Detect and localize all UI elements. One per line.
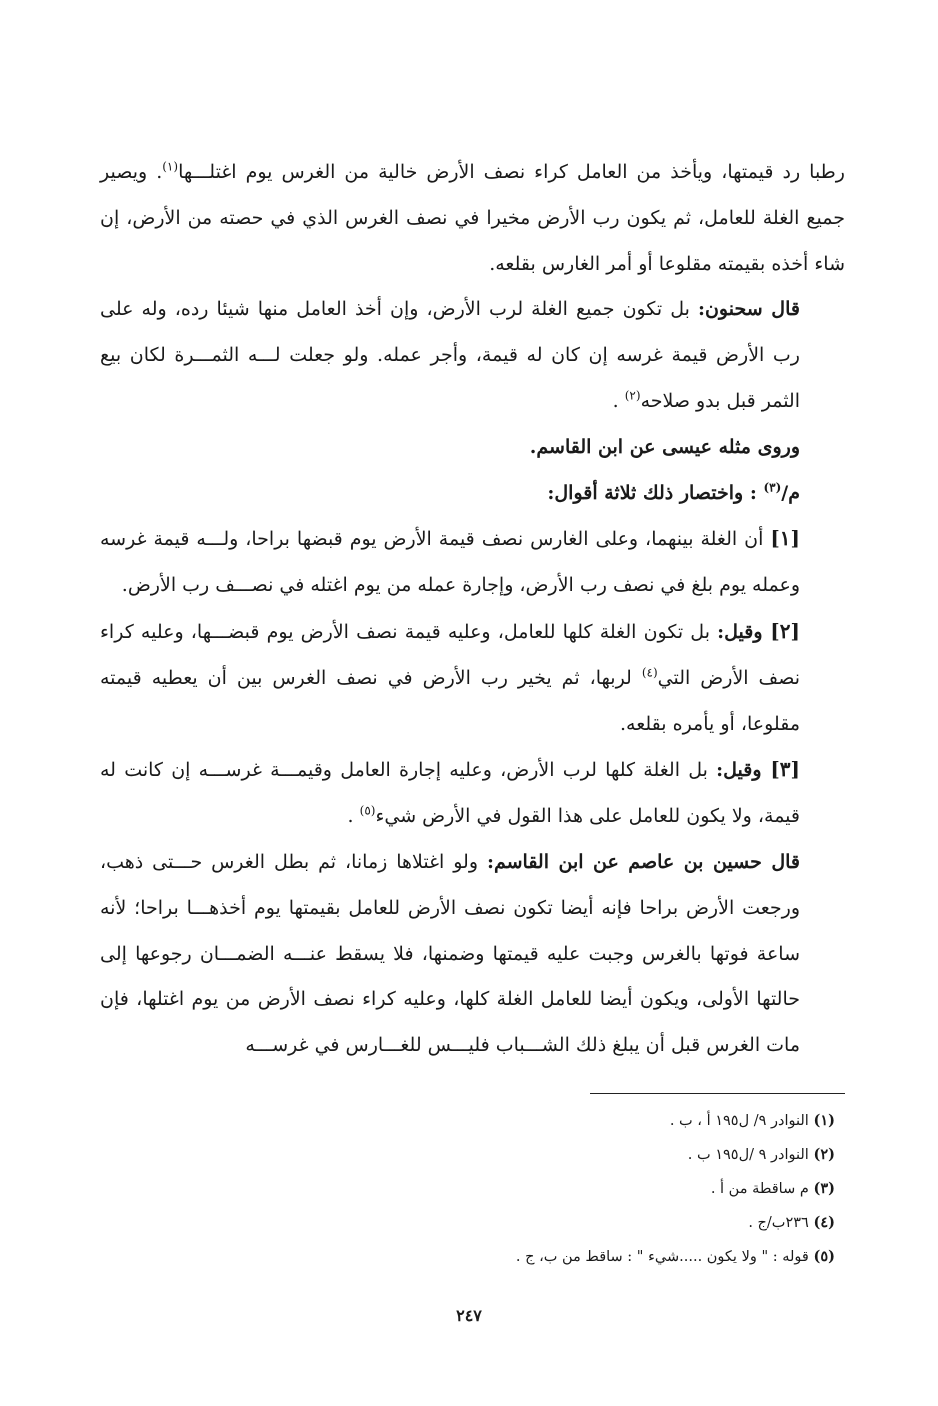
opinion-label: وقيل: bbox=[716, 759, 771, 782]
paragraph-sahnun bbox=[100, 287, 845, 424]
footnote-text: النوادر ٩ /ل١٩٥ ب . bbox=[687, 1147, 814, 1163]
paragraph-text: لربها، ثم يخير رب الأرض في نصف الغرس بين أن يعطيه قيمته مقلوعا، أو يأمره بقلعه. bbox=[100, 666, 800, 735]
paragraph-husayn bbox=[100, 840, 845, 1069]
footnote-number: (٢) bbox=[813, 1146, 835, 1163]
paragraph-text: ولو اغتلاها زمانا، ثم بطل الغرس حـــتى ذهب، ورجعت الأرض براحا فإنه أيضا تكون نصف الأرض للعامل بقيمتها يوم أخذهـــا براحا؛ لأنه ساعة فوتها بالغرس وجبت عليه قيمتها وضمنها، فلا يسقط عنـــه الضمـــان رجوعها إلى حالتها الأولى، ويكون أيضا للعامل الغلة كلها، وعليه كراء نصف الأرض من يوم اغتلها، فإن مات الغرس قبل أن يبلغ ذلك الشـــباب فليـــس للغـــارس في غرســـه bbox=[100, 850, 800, 1057]
paragraph-text: رطبا رد قيمتها، ويأخذ من العامل كراء نصف الأرض خالية من الغرس يوم اغتلـــها bbox=[178, 161, 845, 183]
paragraph-text: . ويصير جميع الغلة للعامل، ثم يكون رب الأرض مخيرا في نصف الغرس الذي في حصته من الأرض، إن شاء أخذه بقيمته مقلوعا أو أمر الغارس بقلعه. bbox=[100, 161, 845, 275]
footnote-ref: (٤) bbox=[641, 665, 658, 680]
page-number: ٢٤٧ bbox=[456, 1306, 482, 1325]
heading-text: وروى مثله عيسى عن ابن القاسم. bbox=[529, 435, 800, 458]
opinion-1 bbox=[100, 516, 845, 609]
footnotes bbox=[335, 1104, 835, 1274]
paragraph-text: . bbox=[347, 805, 360, 828]
footnote-divider bbox=[590, 1093, 845, 1094]
main-text bbox=[100, 150, 845, 1069]
footnote-item bbox=[335, 1206, 835, 1240]
heading-narration bbox=[100, 425, 845, 471]
footnote-ref: (٣) bbox=[763, 480, 782, 495]
footnote-item bbox=[335, 1104, 835, 1138]
footnote-number: (٣) bbox=[813, 1180, 835, 1197]
footnote-ref: (١) bbox=[162, 159, 179, 174]
paragraph-text: بل تكون الغلة كلها للعامل، وعليه قيمة نصف الأرض يوم قبضـــها، وعليه كراء نصف الأرض التي bbox=[100, 620, 800, 689]
footnote-ref: (٢) bbox=[624, 388, 641, 403]
footnote-text: النوادر ٩/ ل١٩٥ أ ، ب . bbox=[669, 1113, 814, 1129]
heading-summary bbox=[100, 471, 845, 517]
footnote-item bbox=[335, 1138, 835, 1172]
paragraph-text: أن الغلة بينهما، وعلى الغارس نصف قيمة الأرض يوم قبضها براحا، ولـــه قيمة غرسه وعمله يوم بلغ في نصف رب الأرض، وإجارة عمله من يوم اغتله في نصـــف رب الأرض. bbox=[100, 528, 800, 597]
speaker-label: قال حسين بن عاصم عن ابن القاسم: bbox=[486, 850, 800, 873]
footnote-number: (١) bbox=[813, 1112, 835, 1129]
heading-text: م/ bbox=[781, 481, 800, 504]
paragraph-text: بل تكون جميع الغلة لرب الأرض، وإن أخذ العامل منها شيئا رده، وله على رب الأرض قيمة غرسه إن كان له قيمة، وأجر عمله. ولو جعلت لـــه الثمـــرة لكان بيع الثمر قبل بدو صلاحه bbox=[100, 298, 800, 412]
footnote-text: قوله : " ولا يكون .....شيء " : ساقط من ب، ج . bbox=[515, 1249, 814, 1265]
footnote-text: م ساقطة من أ . bbox=[710, 1181, 814, 1197]
opinion-2 bbox=[100, 609, 845, 747]
opinion-number: [٣] bbox=[770, 757, 800, 782]
opinion-number: [٢] bbox=[770, 618, 800, 643]
footnote-number: (٥) bbox=[813, 1248, 835, 1265]
footnote-item bbox=[335, 1240, 835, 1274]
paragraph-1 bbox=[100, 150, 845, 287]
opinion-3 bbox=[100, 747, 845, 840]
footnote-item bbox=[335, 1172, 835, 1206]
footnote-ref: (٥) bbox=[359, 803, 376, 818]
footnote-text: ٢٣٦ب/ج . bbox=[748, 1215, 814, 1231]
paragraph-text: بل الغلة كلها لرب الأرض، وعليه إجارة العامل وقيمـــة غرســـه إن كانت له قيمة، ولا يكون للعامل على هذا القول في الأرض شيء bbox=[100, 759, 800, 828]
heading-text: : واختصار ذلك ثلاثة أقوال: bbox=[547, 481, 764, 504]
opinion-label: وقيل: bbox=[717, 620, 771, 643]
paragraph-text: . bbox=[612, 389, 625, 412]
footnote-number: (٤) bbox=[813, 1214, 835, 1231]
speaker-label: قال سحنون: bbox=[697, 298, 800, 321]
opinion-number: [١] bbox=[770, 526, 800, 551]
